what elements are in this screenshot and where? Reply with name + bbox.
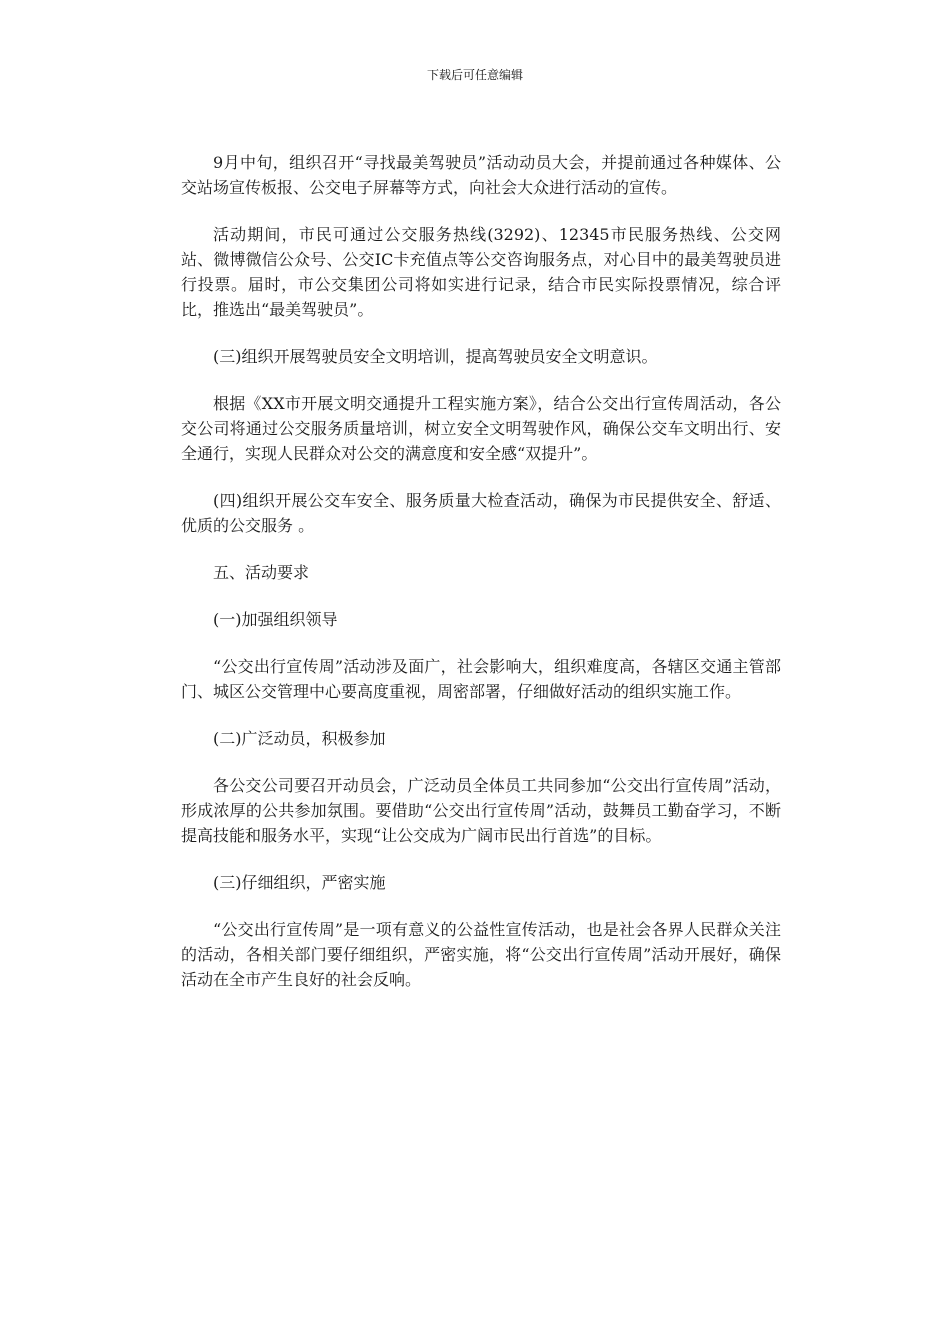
paragraph-leadership-detail: “公交出行宣传周”活动涉及面广，社会影响大，组织难度高，各辖区交通主管部门、城区公交管理中心要高度重视，周密部署，仔细做好活动的组织实施工作。 [181,657,781,701]
heading-strengthen-leadership: (一)加强组织领导 [213,610,338,629]
paragraph-implementation-plan: 根据《XX市开展文明交通提升工程实施方案》，结合公交出行宣传周活动，各公交公司将通过公交服务质量培训，树立安全文明驾驶作风，确保公交车文明出行、安全通行，实现人民群众对公交的满意度和安全感“双提升”。 [181,394,781,463]
heading-careful-organization: (三)仔细组织，严密实施 [213,873,386,892]
page-header: 下载后可任意编辑 [426,68,523,82]
paragraph-voting-period: 活动期间，市民可通过公交服务热线(3292)、12345市民服务热线、公交网站、微博微信公众号、公交IC卡充值点等公交咨询服务点，对心目中的最美驾驶员进行投票。届时，市公交集团公司将如实进行记录，结合市民实际投票情况，综合评比，推选出“最美驾驶员”。 [181,225,781,319]
paragraph-section-four-inspection: (四)组织开展公交车安全、服务质量大检查活动，确保为市民提供安全、舒适、优质的公交服务 。 [181,491,781,535]
document-body [181,150,781,1014]
paragraph-mobilization-meeting: 9月中旬，组织召开“寻找最美驾驶员”活动动员大会，并提前通过各种媒体、公交站场宣传板报、公交电子屏幕等方式，向社会大众进行活动的宣传。 [181,153,781,197]
heading-broad-mobilization: (二)广泛动员，积极参加 [213,729,386,748]
paragraph-section-three-training: (三)组织开展驾驶员安全文明培训，提高驾驶员安全文明意识。 [213,347,658,366]
heading-activity-requirements: 五、活动要求 [213,563,310,582]
paragraph-mobilization-detail: 各公交公司要召开动员会，广泛动员全体员工共同参加“公交出行宣传周”活动，形成浓厚的公共参加氛围。要借助“公交出行宣传周”活动，鼓舞员工勤奋学习，不断提高技能和服务水平，实现“让公交成为广阔市民出行首选”的目标。 [181,776,781,845]
paragraph-organization-detail: “公交出行宣传周”是一项有意义的公益性宣传活动，也是社会各界人民群众关注的活动，各相关部门要仔细组织，严密实施，将“公交出行宣传周”活动开展好，确保活动在全市产生良好的社会反响。 [181,920,781,989]
